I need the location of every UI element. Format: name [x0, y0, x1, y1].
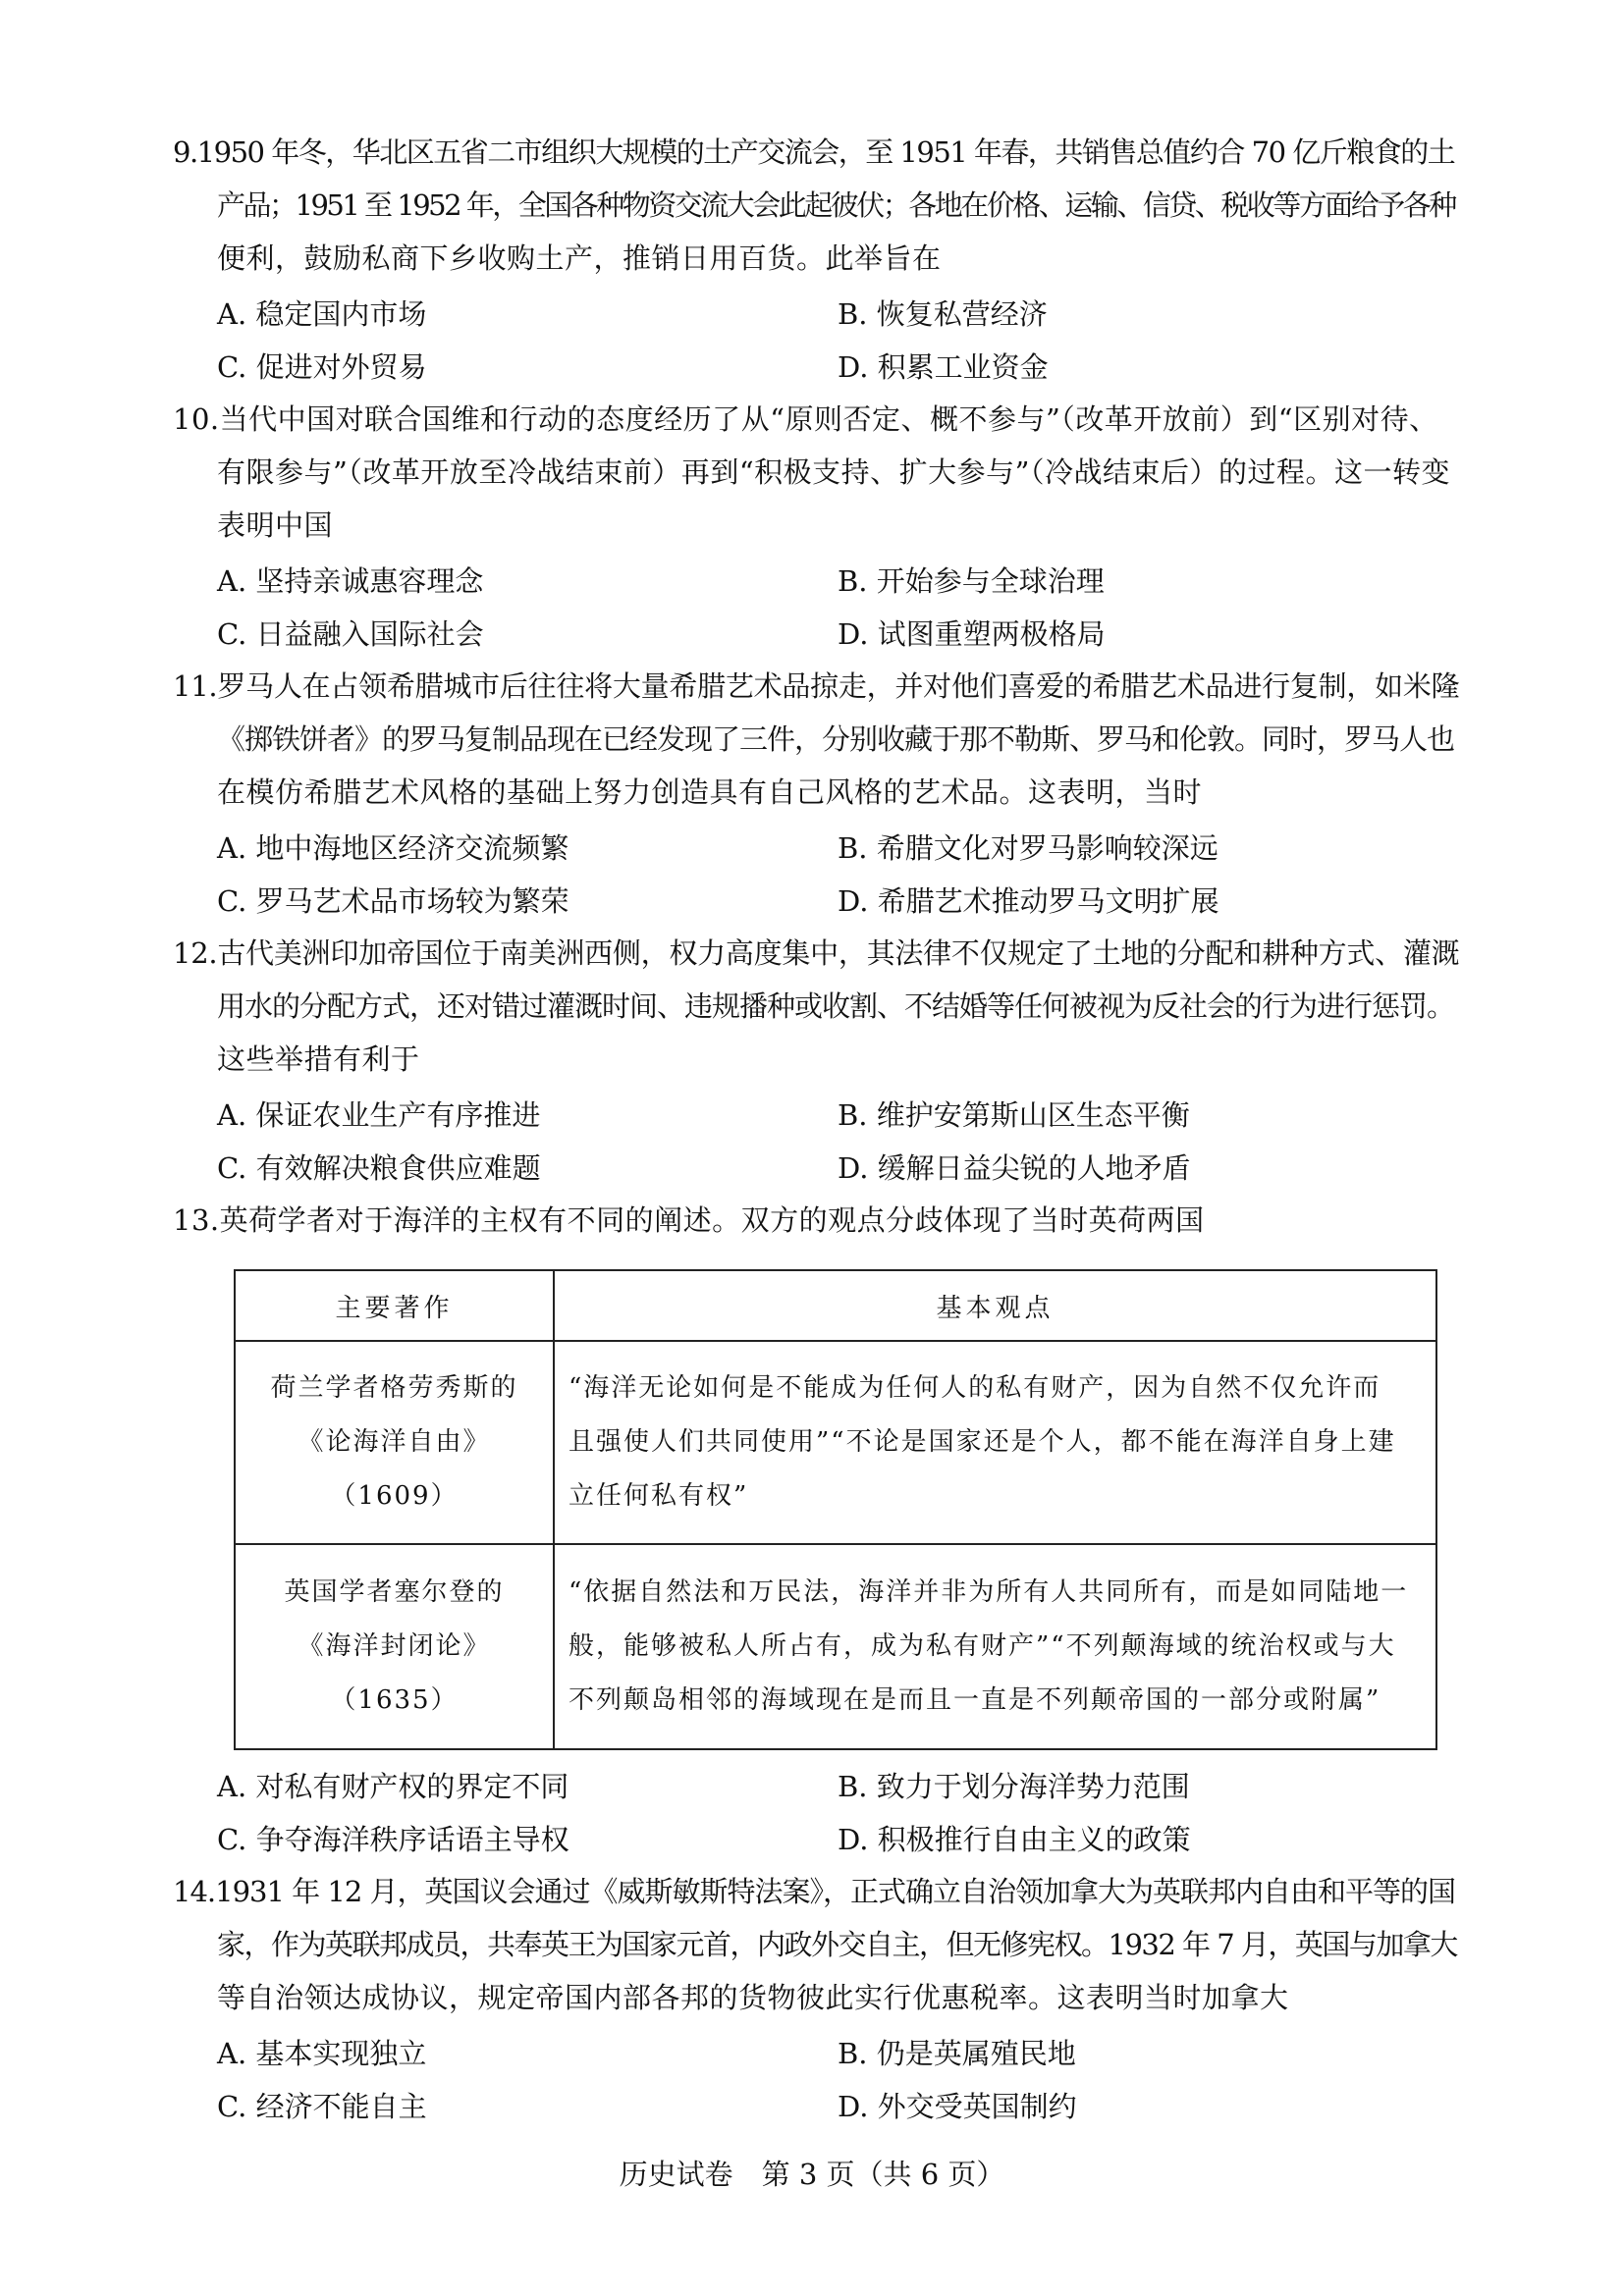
option-b: B. 仍是英属殖民地: [838, 2037, 1076, 2070]
table-cell-work: [235, 1544, 554, 1749]
question-11-line-1: [173, 660, 1459, 713]
option-d: D. 积累工业资金: [838, 350, 1049, 384]
work-title: 《论海洋自由》: [298, 1427, 491, 1457]
question-14-line-1: [173, 1865, 1455, 1918]
option-c: C. 罗马艺术品市场较为繁荣: [217, 884, 569, 918]
view-line: “海洋无论如何是不能成为任何人的私有财产，因为自然不仅允许而: [568, 1373, 1381, 1403]
option-b: B. 恢复私营经济: [838, 297, 1048, 331]
question-9-line-2: 产品；1951 至 1952 年，全国各种物资交流大会此起彼伏；各地在价格、运输、信贷、税收等方面给予各种: [217, 188, 1455, 222]
question-14-line-2: 家，作为英联邦成员，共奉英王为国家元首，内政外交自主，但无修宪权。1932 年 7 月，英国与加拿大: [217, 1928, 1457, 1961]
question-number: 9.: [173, 135, 197, 169]
question-14-line-3: 等自治领达成协议，规定帝国内部各邦的货物彼此实行优惠税率。这表明当时加拿大: [217, 1981, 1289, 2014]
option-c: C. 促进对外贸易: [217, 350, 427, 384]
question-text: 古代美洲印加帝国位于南美洲西侧，权力高度集中，其法律不仅规定了土地的分配和耕种方式、灌溉: [217, 936, 1460, 970]
question-number: 14.: [173, 1875, 216, 1908]
option-b: B. 致力于划分海洋势力范围: [838, 1770, 1190, 1803]
view-line: 般，能够被私人所占有，成为私有财产”“不列颠海域的统治权或与大: [568, 1631, 1396, 1661]
author-line: 英国学者塞尔登的: [284, 1577, 505, 1607]
table-header-works: 主要著作: [235, 1270, 554, 1341]
table-cell-view: [554, 1341, 1436, 1544]
question-text: 罗马人在占领希腊城市后往往将大量希腊艺术品掠走，并对他们喜爱的希腊艺术品进行复制，如米隆: [217, 669, 1460, 703]
question-12-line-2: 用水的分配方式，还对错过灌溉时间、违规播种或收割、不结婚等任何被视为反社会的行为进行惩罚。: [217, 989, 1455, 1023]
table-header-views: 基本观点: [554, 1270, 1436, 1341]
question-number: 11.: [173, 669, 218, 703]
viewpoint-table: [234, 1269, 1437, 1750]
page-footer: 历史试卷 第 3 页（共 6 页）: [619, 2158, 1005, 2191]
question-text: 当代中国对联合国维和行动的态度经历了从“原则否定、概不参与”（改革开放前）到“区别对待、: [219, 402, 1438, 436]
table-cell-work: [235, 1341, 554, 1544]
option-a: A. 保证农业生产有序推进: [217, 1098, 541, 1132]
view-line: “依据自然法和万民法，海洋并非为所有人共同所有，而是如同陆地一: [568, 1577, 1409, 1607]
question-12-line-1: [173, 927, 1459, 980]
option-d: D. 外交受英国制约: [838, 2090, 1077, 2123]
question-number: 12.: [173, 936, 218, 970]
table-row: [235, 1544, 1436, 1749]
question-11-line-2: 《掷铁饼者》的罗马复制品现在已经发现了三件，分别收藏于那不勒斯、罗马和伦敦。同时，罗马人也: [217, 722, 1455, 756]
question-12-line-3: 这些举措有利于: [217, 1042, 420, 1076]
table-header-row: [235, 1270, 1436, 1341]
question-number: 10.: [173, 402, 220, 436]
option-b: B. 维护安第斯山区生态平衡: [838, 1098, 1190, 1132]
work-title: 《海洋封闭论》: [298, 1631, 491, 1661]
work-year: （1635）: [330, 1685, 459, 1715]
option-a: A. 稳定国内市场: [217, 297, 427, 331]
question-text: 1950 年冬，华北区五省二市组织大规模的土产交流会，至 1951 年春，共销售总值约合 70 亿斤粮食的土: [196, 135, 1455, 169]
option-a: A. 对私有财产权的界定不同: [217, 1770, 569, 1803]
question-9-line-3: 便利，鼓励私商下乡收购土产，推销日用百货。此举旨在: [217, 241, 942, 275]
view-line: 不列颠岛相邻的海域现在是而且一直是不列颠帝国的一部分或附属”: [568, 1685, 1381, 1715]
question-10-line-2: 有限参与”（改革开放至冷战结束前）再到“积极支持、扩大参与”（冷战结束后）的过程。这一转变: [217, 455, 1450, 489]
question-text: 1931 年 12 月，英国议会通过《威斯敏斯特法案》，正式确立自治领加拿大为英联邦内自由和平等的国: [215, 1875, 1455, 1908]
question-10-line-3: 表明中国: [217, 508, 334, 542]
work-year: （1609）: [330, 1481, 459, 1511]
option-d: D. 缓解日益尖锐的人地矛盾: [838, 1151, 1191, 1185]
question-9-line-1: [173, 126, 1454, 179]
option-c: C. 有效解决粮食供应难题: [217, 1151, 541, 1185]
option-c: C. 经济不能自主: [217, 2090, 427, 2123]
option-d: D. 希腊艺术推动罗马文明扩展: [838, 884, 1219, 918]
option-c: C. 争夺海洋秩序话语主导权: [217, 1823, 569, 1856]
view-line: 立任何私有权”: [568, 1481, 749, 1511]
question-10-line-1: [173, 393, 1438, 446]
option-d: D. 试图重塑两极格局: [838, 617, 1106, 651]
option-c: C. 日益融入国际社会: [217, 617, 484, 651]
option-a: A. 坚持亲诚惠容理念: [217, 564, 484, 598]
question-13-line-1: [173, 1194, 1205, 1247]
option-b: B. 希腊文化对罗马影响较深远: [838, 831, 1218, 865]
option-d: D. 积极推行自由主义的政策: [838, 1823, 1191, 1856]
option-b: B. 开始参与全球治理: [838, 564, 1105, 598]
view-line: 且强使人们共同使用”“不论是国家还是个人，都不能在海洋自身上建: [568, 1427, 1396, 1457]
author-line: 荷兰学者格劳秀斯的: [270, 1373, 518, 1403]
table-cell-view: [554, 1544, 1436, 1749]
option-a: A. 基本实现独立: [217, 2037, 427, 2070]
question-number: 13.: [173, 1203, 220, 1237]
table-row: [235, 1341, 1436, 1544]
question-text: 英荷学者对于海洋的主权有不同的阐述。双方的观点分歧体现了当时英荷两国: [219, 1203, 1205, 1237]
option-a: A. 地中海地区经济交流频繁: [217, 831, 569, 865]
question-11-line-3: 在模仿希腊艺术风格的基础上努力创造具有自己风格的艺术品。这表明，当时: [217, 775, 1203, 809]
